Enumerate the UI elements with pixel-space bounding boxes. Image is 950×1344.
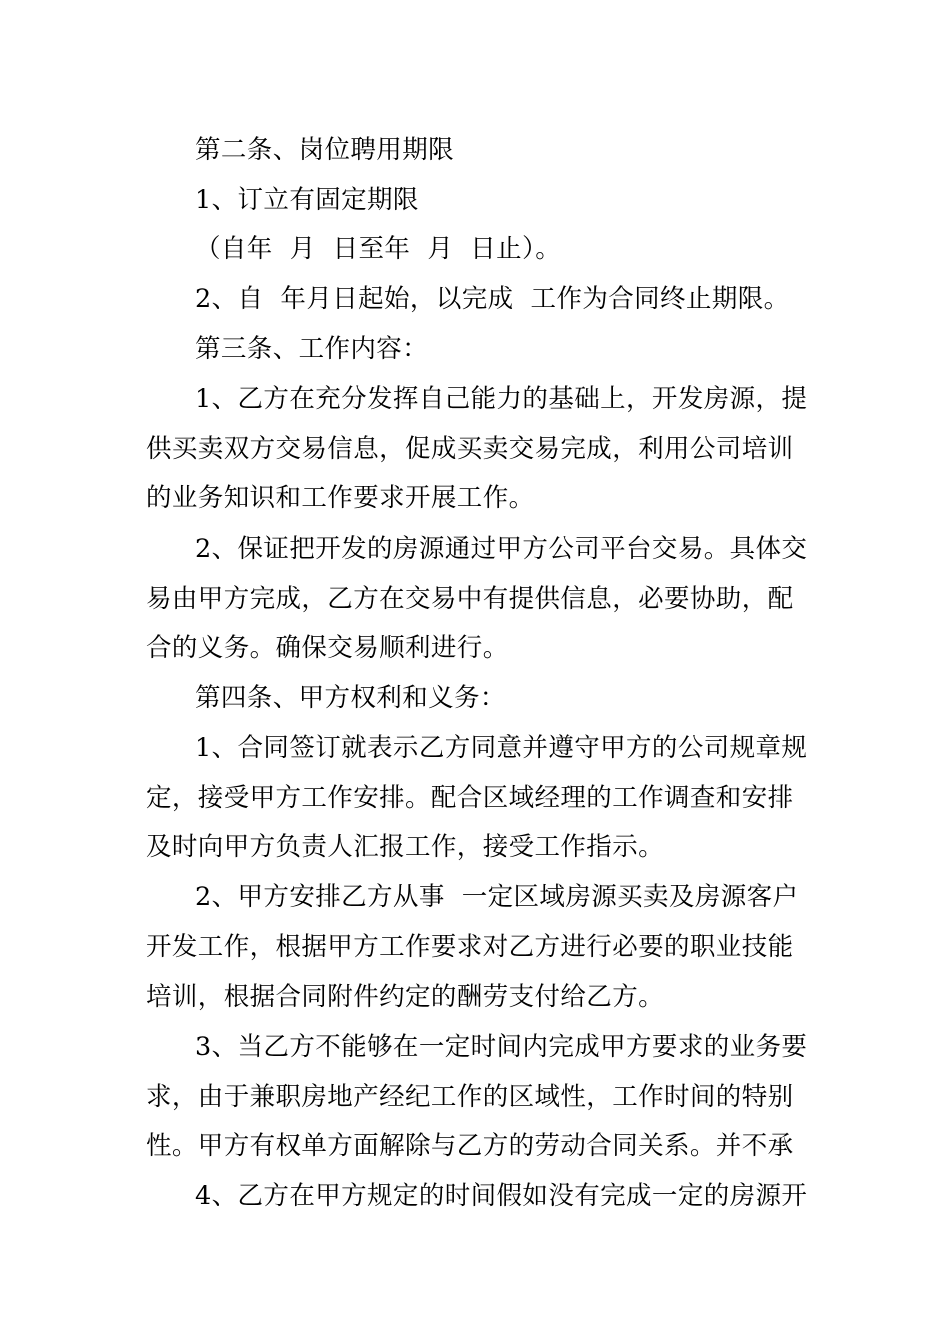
paragraph-line: 2、保证把开发的房源通过甲方公司平台交易。具体交 xyxy=(195,534,808,564)
paragraph-line: 2、自 年月日起始，以完成 工作为合同终止期限。 xyxy=(195,284,790,314)
paragraph-line: 合的义务。确保交易顺利进行。 xyxy=(146,633,509,663)
paragraph-line: 4、乙方在甲方规定的时间假如没有完成一定的房源开 xyxy=(195,1181,808,1211)
paragraph-line: 1、订立有固定期限 xyxy=(195,185,419,215)
article-4-heading: 第四条、甲方权利和义务： xyxy=(195,683,506,713)
paragraph-line: 1、合同签订就表示乙方同意并遵守甲方的公司规章规 xyxy=(195,733,808,763)
paragraph-line: 易由甲方完成，乙方在交易中有提供信息，必要协助，配 xyxy=(146,584,794,614)
paragraph-line: 求，由于兼职房地产经纪工作的区域性，工作时间的特别 xyxy=(146,1082,794,1112)
paragraph-line: 3、当乙方不能够在一定时间内完成甲方要求的业务要 xyxy=(195,1032,808,1062)
paragraph-line: 定，接受甲方工作安排。配合区域经理的工作调查和安排 xyxy=(146,783,794,813)
paragraph-line: 开发工作，根据甲方工作要求对乙方进行必要的职业技能 xyxy=(146,932,794,962)
paragraph-line: （自年 月 日至年 月 日止）。 xyxy=(195,234,562,264)
paragraph-line: 的业务知识和工作要求开展工作。 xyxy=(146,483,535,513)
paragraph-line: 及时向甲方负责人汇报工作，接受工作指示。 xyxy=(146,832,665,862)
paragraph-line: 2、甲方安排乙方从事 一定区域房源买卖及房源客户 xyxy=(195,882,799,912)
paragraph-line: 培训，根据合同附件约定的酬劳支付给乙方。 xyxy=(146,982,665,1012)
paragraph-line: 1、乙方在充分发挥自己能力的基础上，开发房源，提 xyxy=(195,384,808,414)
paragraph-line: 供买卖双方交易信息，促成买卖交易完成，利用公司培训 xyxy=(146,434,794,464)
article-3-heading: 第三条、工作内容： xyxy=(195,334,429,364)
article-2-heading: 第二条、岗位聘用期限 xyxy=(195,135,455,165)
paragraph-line: 性。甲方有权单方面解除与乙方的劳动合同关系。并不承 xyxy=(146,1131,794,1161)
